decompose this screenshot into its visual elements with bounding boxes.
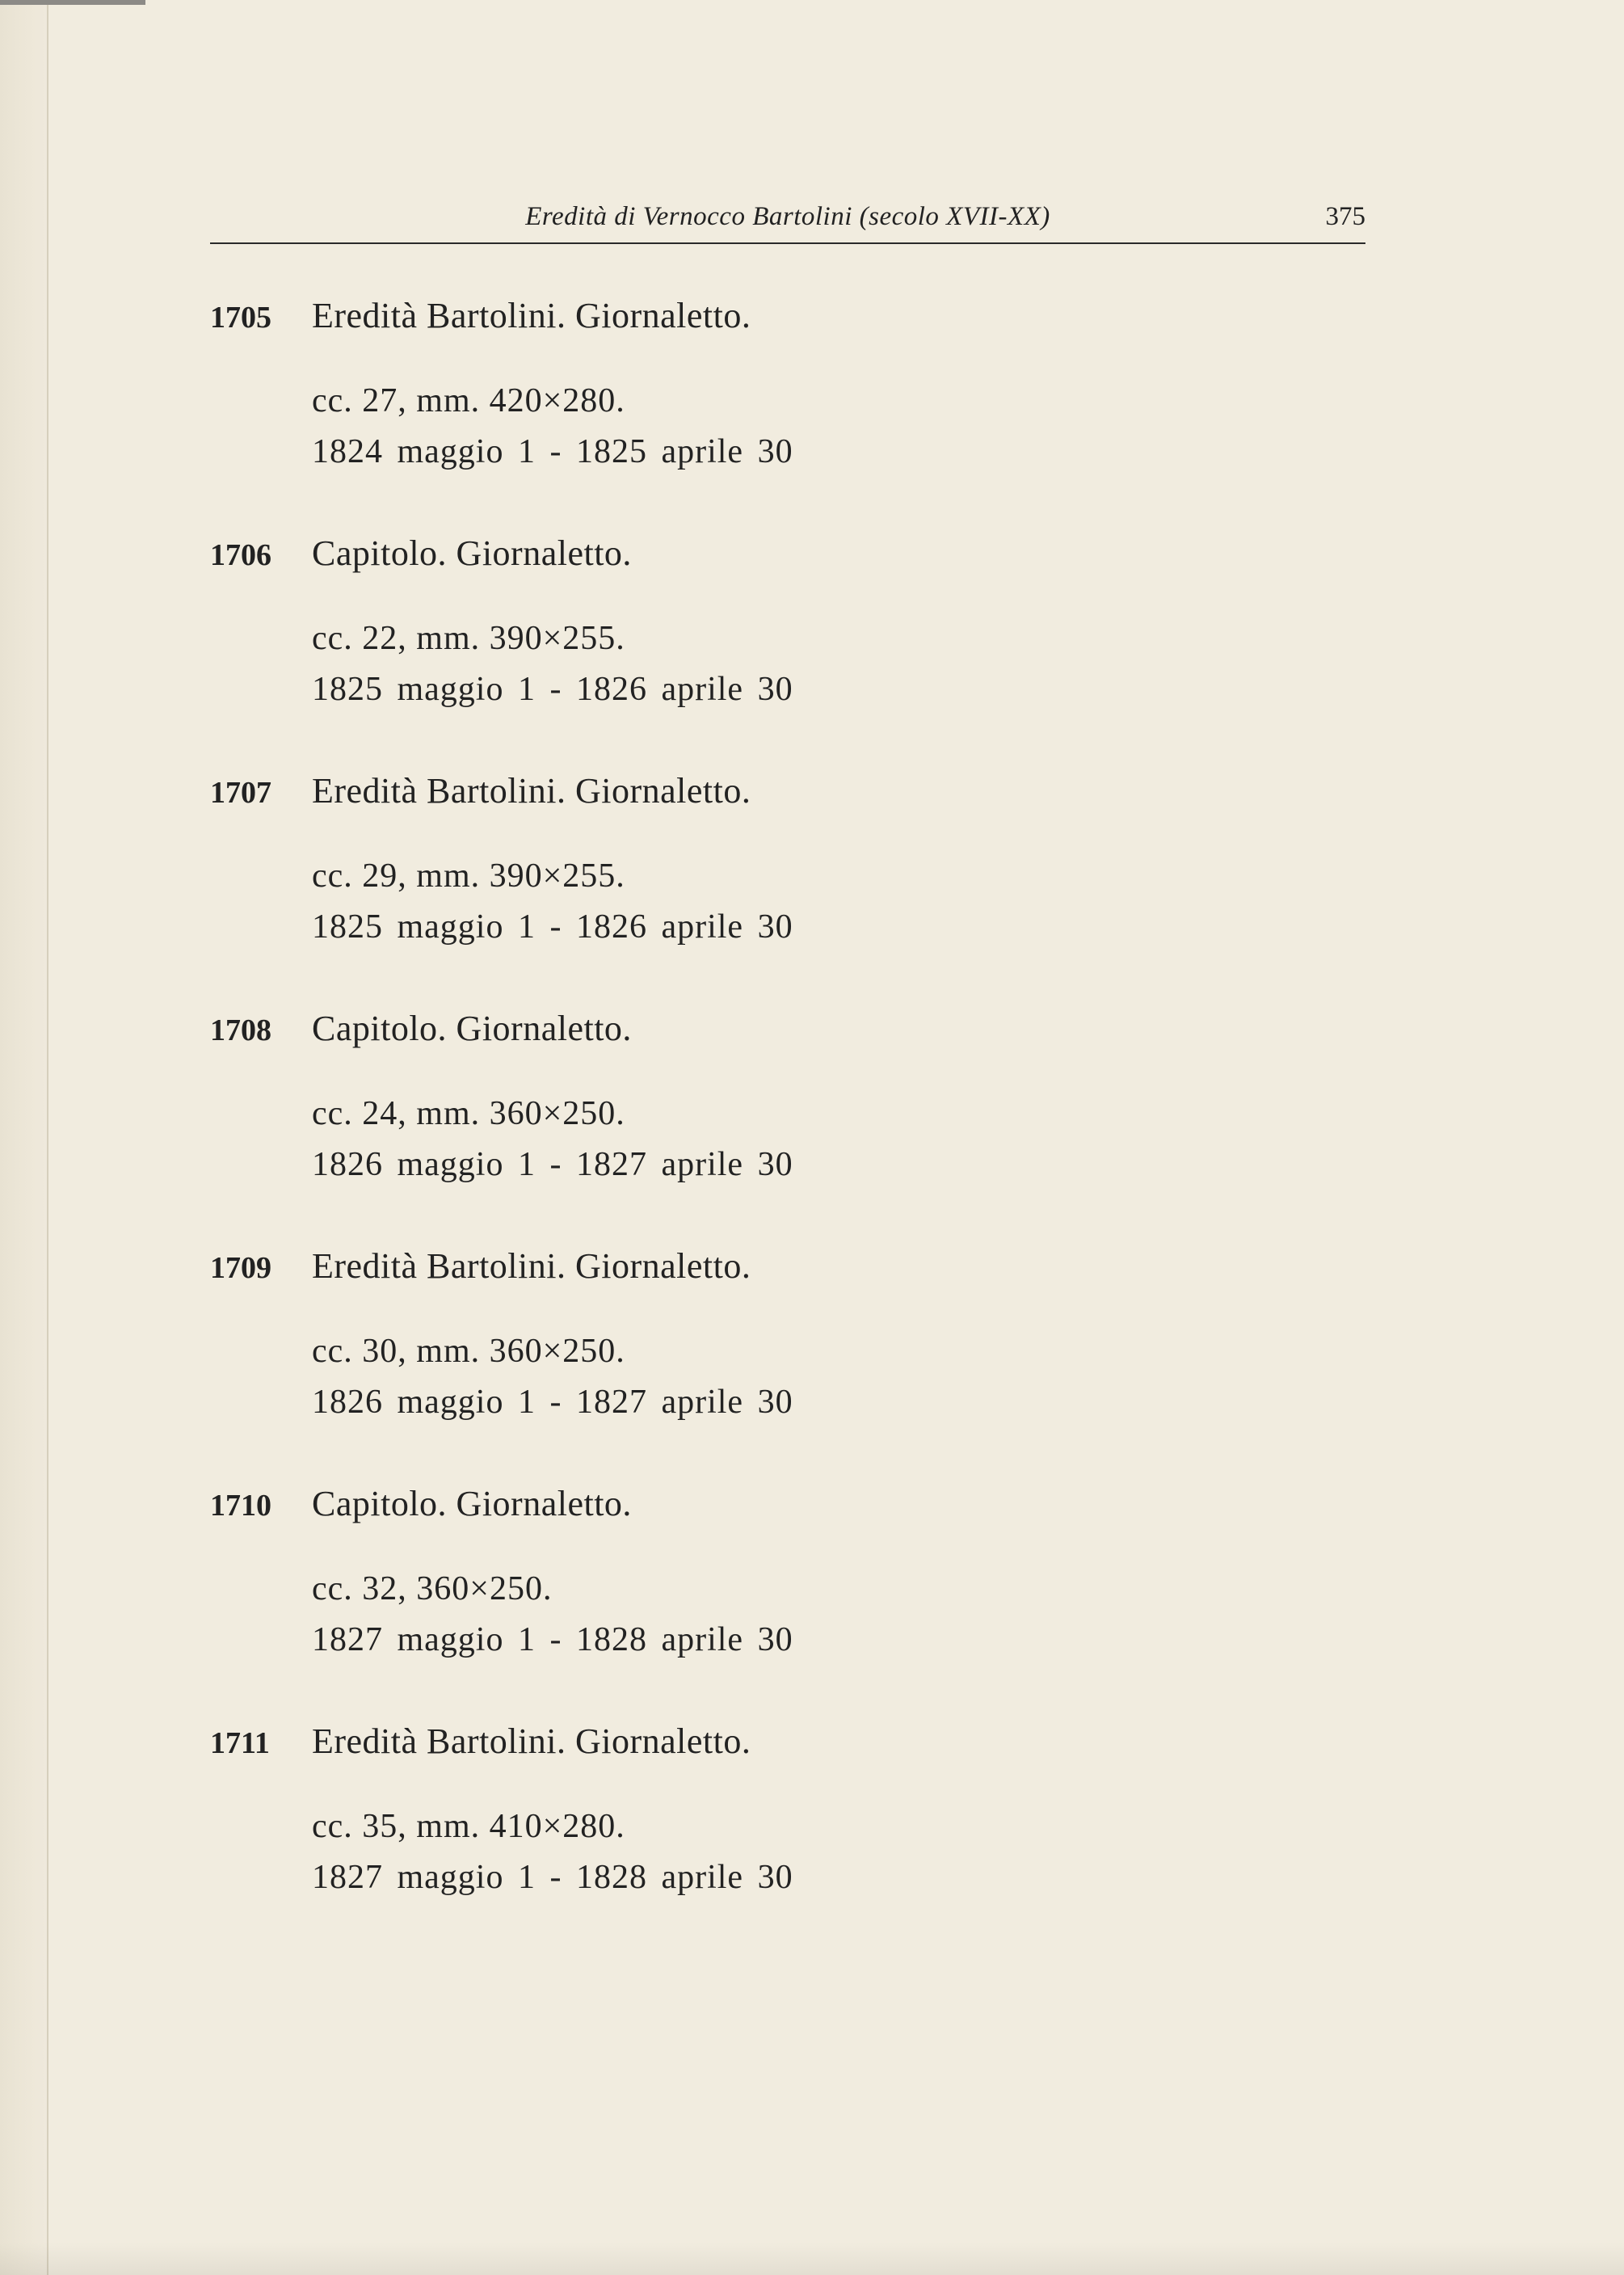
entry-number: 1707	[210, 776, 271, 810]
entry-number: 1711	[210, 1726, 270, 1760]
entry-title: Capitolo. Giornaletto.	[312, 1009, 632, 1048]
entry-1707	[210, 770, 1180, 1008]
entry-dates: 1824 maggio 1 - 1825 aprile 30	[312, 433, 793, 470]
entry-1711	[210, 1721, 1180, 1958]
entry-number: 1710	[210, 1489, 271, 1523]
entry-description: cc. 27, mm. 420×280.	[312, 382, 625, 419]
entry-1708	[210, 1008, 1180, 1245]
entry-number: 1706	[210, 538, 271, 572]
entry-number: 1705	[210, 301, 271, 335]
entry-number: 1708	[210, 1013, 271, 1047]
entry-title: Capitolo. Giornaletto.	[312, 1484, 632, 1523]
entry-description: cc. 24, mm. 360×250.	[312, 1095, 625, 1132]
entry-dates: 1826 maggio 1 - 1827 aprile 30	[312, 1384, 793, 1421]
page-number: 375	[1325, 202, 1365, 231]
entry-1705	[210, 295, 1180, 533]
entry-description: cc. 32, 360×250.	[312, 1570, 553, 1607]
entry-title: Capitolo. Giornaletto.	[312, 533, 632, 573]
entry-dates: 1825 maggio 1 - 1826 aprile 30	[312, 908, 793, 946]
entry-1706	[210, 533, 1180, 770]
entry-number: 1709	[210, 1251, 271, 1285]
entry-title: Eredità Bartolini. Giornaletto.	[312, 1721, 751, 1761]
entry-dates: 1827 maggio 1 - 1828 aprile 30	[312, 1859, 793, 1896]
entry-description: cc. 35, mm. 410×280.	[312, 1808, 625, 1845]
entry-title: Eredità Bartolini. Giornaletto.	[312, 1246, 751, 1286]
entry-1709	[210, 1245, 1180, 1483]
entry-title: Eredità Bartolini. Giornaletto.	[312, 771, 751, 811]
entry-dates: 1827 maggio 1 - 1828 aprile 30	[312, 1621, 793, 1658]
entry-description: cc. 29, mm. 390×255.	[312, 857, 625, 895]
entry-1710	[210, 1483, 1180, 1721]
page-bottom-shadow	[0, 2243, 1624, 2275]
running-title: Eredità di Vernocco Bartolini (secolo XVII-XX)	[525, 202, 1050, 231]
entry-dates: 1826 maggio 1 - 1827 aprile 30	[312, 1146, 793, 1183]
entry-description: cc. 30, mm. 360×250.	[312, 1333, 625, 1370]
entry-title: Eredità Bartolini. Giornaletto.	[312, 296, 751, 335]
running-header	[210, 202, 1365, 244]
entry-list	[210, 295, 1180, 1958]
entry-description: cc. 22, mm. 390×255.	[312, 620, 625, 657]
entry-dates: 1825 maggio 1 - 1826 aprile 30	[312, 671, 793, 708]
